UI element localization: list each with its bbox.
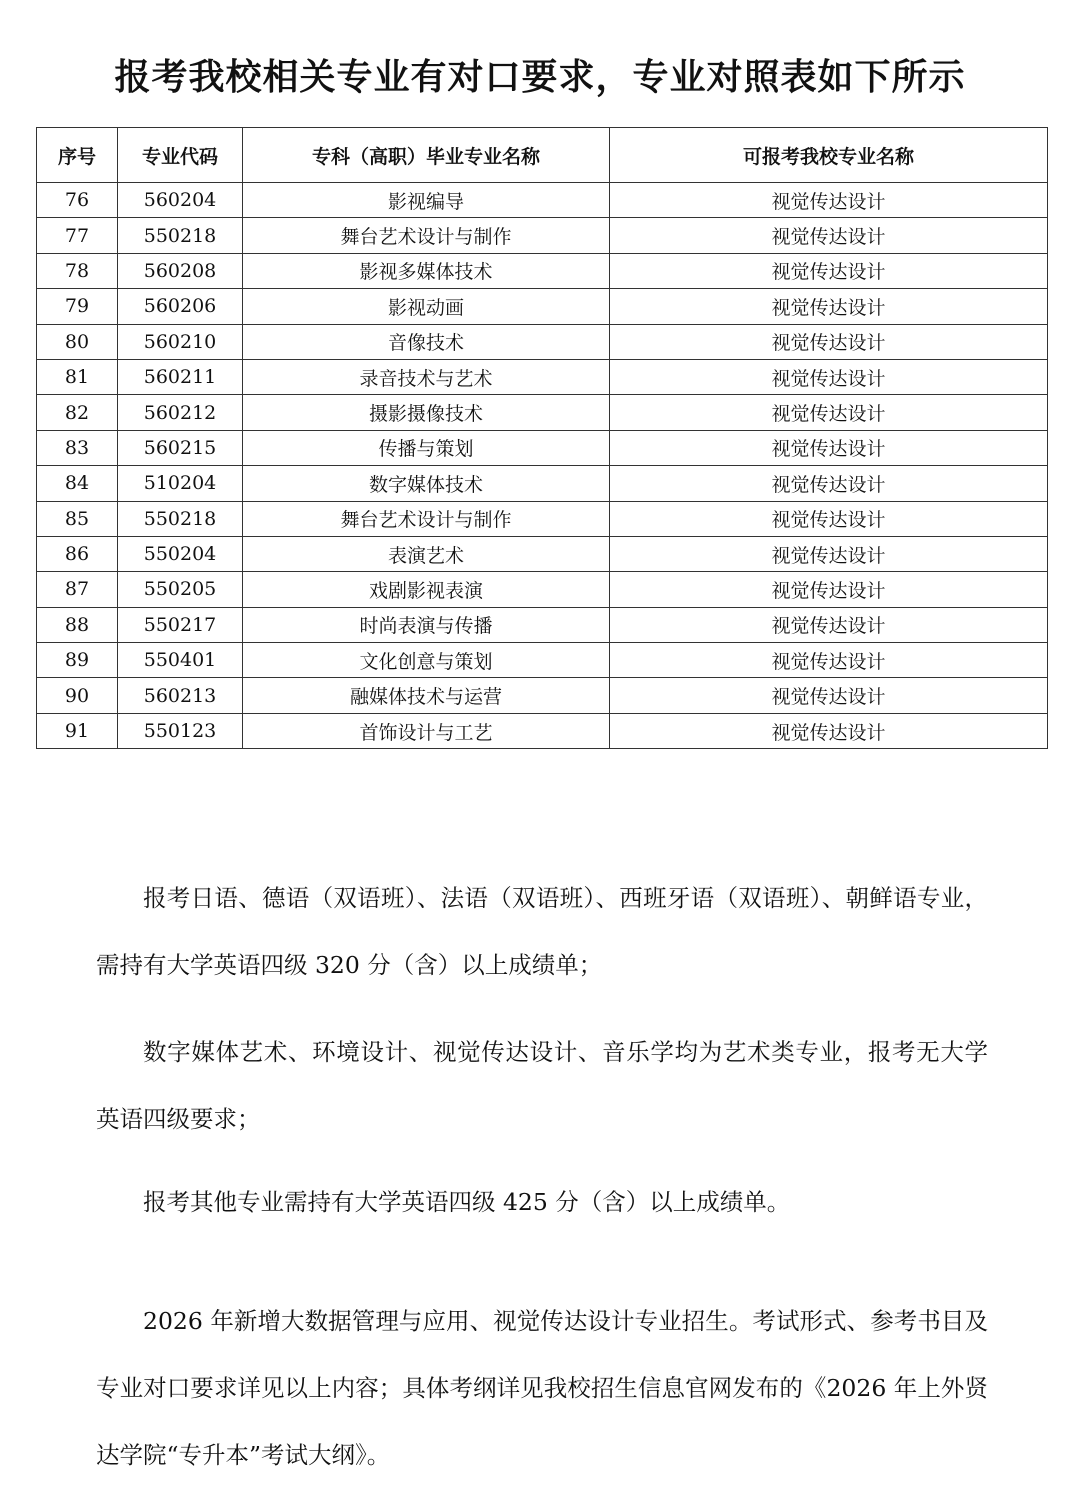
cell-major-code: 550217 [118, 607, 243, 642]
cell-serial-number: 90 [37, 678, 118, 713]
cell-serial-number: 80 [37, 324, 118, 359]
cell-eligible-major-name: 视觉传达设计 [610, 536, 1048, 571]
cell-eligible-major-name: 视觉传达设计 [610, 183, 1048, 218]
cell-eligible-major-name: 视觉传达设计 [610, 713, 1048, 748]
cell-college-major-name: 融媒体技术与运营 [243, 678, 610, 713]
cell-serial-number: 78 [37, 253, 118, 288]
table-row [37, 572, 1048, 607]
cell-major-code: 510204 [118, 466, 243, 501]
cell-college-major-name: 文化创意与策划 [243, 643, 610, 678]
cell-serial-number: 86 [37, 536, 118, 571]
table-row [37, 183, 1048, 218]
cell-eligible-major-name: 视觉传达设计 [610, 253, 1048, 288]
cell-college-major-name: 影视多媒体技术 [243, 253, 610, 288]
table-row [37, 395, 1048, 430]
table-row [37, 678, 1048, 713]
cell-major-code: 560213 [118, 678, 243, 713]
cell-major-code: 550205 [118, 572, 243, 607]
cell-major-code: 550204 [118, 536, 243, 571]
header-eligible-major-name: 可报考我校专业名称 [610, 128, 1048, 183]
cell-serial-number: 88 [37, 607, 118, 642]
cell-college-major-name: 戏剧影视表演 [243, 572, 610, 607]
table-row [37, 501, 1048, 536]
cell-major-code: 550401 [118, 643, 243, 678]
note-2026-new-majors [96, 1288, 988, 1489]
cell-eligible-major-name: 视觉传达设计 [610, 607, 1048, 642]
cell-serial-number: 87 [37, 572, 118, 607]
table-row [37, 607, 1048, 642]
header-serial-number: 序号 [37, 128, 118, 183]
table-header-row [37, 128, 1048, 183]
cell-college-major-name: 数字媒体技术 [243, 466, 610, 501]
cell-serial-number: 76 [37, 183, 118, 218]
table-row [37, 218, 1048, 253]
cell-college-major-name: 传播与策划 [243, 430, 610, 465]
table-row [37, 359, 1048, 394]
cell-college-major-name: 摄影摄像技术 [243, 395, 610, 430]
cell-serial-number: 85 [37, 501, 118, 536]
cell-eligible-major-name: 视觉传达设计 [610, 572, 1048, 607]
cell-major-code: 560215 [118, 430, 243, 465]
table-row [37, 289, 1048, 324]
cell-college-major-name: 影视编导 [243, 183, 610, 218]
cell-major-code: 550218 [118, 218, 243, 253]
note-text: 报考其他专业需持有大学英语四级 425 分（含）以上成绩单。 [143, 1188, 791, 1216]
note-cet4-320 [96, 865, 988, 999]
page-title: 报考我校相关专业有对口要求，专业对照表如下所示 [114, 57, 966, 98]
table-row [37, 324, 1048, 359]
cell-eligible-major-name: 视觉传达设计 [610, 324, 1048, 359]
note-text: 数字媒体艺术、环境设计、视觉传达设计、音乐学均为艺术类专业，报考无大学英语四级要求； [96, 1038, 988, 1133]
cell-eligible-major-name: 视觉传达设计 [610, 395, 1048, 430]
table-row [37, 643, 1048, 678]
cell-serial-number: 77 [37, 218, 118, 253]
cell-major-code: 560210 [118, 324, 243, 359]
cell-serial-number: 79 [37, 289, 118, 324]
cell-college-major-name: 音像技术 [243, 324, 610, 359]
cell-eligible-major-name: 视觉传达设计 [610, 218, 1048, 253]
cell-serial-number: 89 [37, 643, 118, 678]
cell-major-code: 560208 [118, 253, 243, 288]
note-art-majors [96, 1019, 988, 1153]
cell-serial-number: 83 [37, 430, 118, 465]
cell-college-major-name: 表演艺术 [243, 536, 610, 571]
cell-major-code: 560206 [118, 289, 243, 324]
cell-serial-number: 81 [37, 359, 118, 394]
cell-college-major-name: 首饰设计与工艺 [243, 713, 610, 748]
cell-college-major-name: 时尚表演与传播 [243, 607, 610, 642]
cell-eligible-major-name: 视觉传达设计 [610, 430, 1048, 465]
cell-college-major-name: 录音技术与艺术 [243, 359, 610, 394]
note-cet4-425 [96, 1169, 988, 1236]
header-college-major-name: 专科（高职）毕业专业名称 [243, 128, 610, 183]
table-row [37, 466, 1048, 501]
cell-eligible-major-name: 视觉传达设计 [610, 466, 1048, 501]
cell-serial-number: 84 [37, 466, 118, 501]
cell-major-code: 550218 [118, 501, 243, 536]
cell-major-code: 560212 [118, 395, 243, 430]
cell-serial-number: 82 [37, 395, 118, 430]
table-row [37, 536, 1048, 571]
cell-college-major-name: 舞台艺术设计与制作 [243, 218, 610, 253]
cell-college-major-name: 舞台艺术设计与制作 [243, 501, 610, 536]
cell-major-code: 560204 [118, 183, 243, 218]
note-text: 2026 年新增大数据管理与应用、视觉传达设计专业招生。考试形式、参考书目及专业对口要求详见以上内容；具体考纲详见我校招生信息官网发布的《2026 年上外贤达学院“专升本”考试大纲》。 [96, 1307, 988, 1469]
cell-eligible-major-name: 视觉传达设计 [610, 501, 1048, 536]
header-major-code: 专业代码 [118, 128, 243, 183]
cell-eligible-major-name: 视觉传达设计 [610, 678, 1048, 713]
cell-eligible-major-name: 视觉传达设计 [610, 289, 1048, 324]
major-comparison-table [36, 127, 1048, 749]
cell-major-code: 550123 [118, 713, 243, 748]
table-body [37, 183, 1048, 749]
table-row [37, 713, 1048, 748]
cell-eligible-major-name: 视觉传达设计 [610, 643, 1048, 678]
cell-serial-number: 91 [37, 713, 118, 748]
table-row [37, 253, 1048, 288]
cell-major-code: 560211 [118, 359, 243, 394]
note-text: 报考日语、德语（双语班）、法语（双语班）、西班牙语（双语班）、朝鲜语专业，需持有大学英语四级 320 分（含）以上成绩单； [96, 884, 988, 979]
table-row [37, 430, 1048, 465]
cell-eligible-major-name: 视觉传达设计 [610, 359, 1048, 394]
cell-college-major-name: 影视动画 [243, 289, 610, 324]
